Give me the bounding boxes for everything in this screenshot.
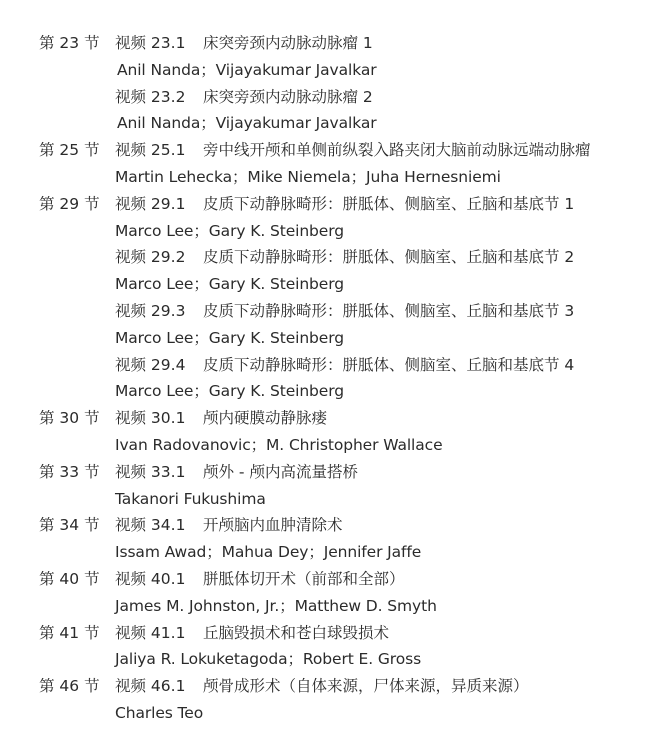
video-number: 视频 34.1 (115, 516, 186, 535)
list-item (0, 244, 661, 271)
section-label: 第 30 节 (39, 409, 100, 428)
author-line (0, 700, 661, 727)
authors: Issam Awad；Mahua Dey；Jennifer Jaffe (115, 543, 422, 562)
section-label: 第 25 节 (39, 141, 100, 160)
list-item (0, 30, 661, 57)
authors: Ivan Radovanovic；M. Christopher Wallace (115, 435, 443, 454)
list-item (0, 352, 661, 379)
section-label: 第 34 节 (39, 516, 100, 535)
list-item (0, 620, 661, 647)
author-line (0, 110, 661, 137)
list-item (0, 512, 661, 539)
section-label: 第 41 节 (39, 623, 100, 642)
video-number: 视频 29.1 (115, 194, 186, 213)
section-label: 第 23 节 (39, 34, 100, 52)
author-line (0, 646, 661, 673)
author-line (0, 218, 661, 245)
list-item (0, 673, 661, 700)
author-line (0, 486, 661, 513)
video-number: 视频 29.3 (115, 301, 186, 320)
authors: Marco Lee；Gary K. Steinberg (115, 221, 344, 240)
author-line (0, 539, 661, 566)
authors: Anil Nanda；Vijayakumar Javalkar (117, 114, 377, 133)
author-line (0, 271, 661, 298)
authors: Jaliya R. Lokuketagoda；Robert E. Gross (115, 650, 422, 669)
author-line (0, 432, 661, 459)
authors: Takanori Fukushima (115, 489, 266, 508)
video-title: 旁中线开颅和单侧前纵裂入路夹闭大脑前动脉远端动脉瘤 (203, 141, 591, 160)
author-line (0, 593, 661, 620)
author-line (0, 378, 661, 405)
author-line (0, 325, 661, 352)
video-number: 视频 46.1 (115, 677, 186, 696)
video-number: 视频 23.2 (115, 87, 186, 106)
video-title: 开颅脑内血肿清除术 (203, 516, 343, 535)
section-label: 第 29 节 (39, 194, 100, 213)
authors: Marco Lee；Gary K. Steinberg (115, 382, 344, 401)
video-number: 视频 25.1 (115, 141, 186, 160)
list-item (0, 459, 661, 486)
section-label: 第 46 节 (39, 677, 100, 696)
section-label: 第 40 节 (39, 569, 100, 588)
video-number: 视频 30.1 (115, 409, 186, 428)
video-title: 床突旁颈内动脉动脉瘤 2 (203, 87, 373, 106)
author-line (0, 57, 661, 84)
list-item (0, 137, 661, 164)
author-line (0, 164, 661, 191)
video-number: 视频 41.1 (115, 623, 186, 642)
authors: Martin Lehecka；Mike Niemela；Juha Hernesniemi (115, 167, 501, 186)
authors: Marco Lee；Gary K. Steinberg (115, 275, 344, 294)
video-list (0, 30, 661, 727)
video-number: 视频 29.4 (115, 355, 186, 374)
video-number: 视频 40.1 (115, 569, 186, 588)
list-item (0, 298, 661, 325)
list-item (0, 84, 661, 111)
list-item (0, 405, 661, 432)
video-title: 颅骨成形术（自体来源，尸体来源，异质来源） (203, 677, 529, 696)
authors: James M. Johnston, Jr.；Matthew D. Smyth (115, 596, 437, 615)
video-title: 皮质下动静脉畸形：胼胝体、侧脑室、丘脑和基底节 2 (203, 248, 575, 267)
video-number: 视频 33.1 (115, 462, 186, 481)
authors: Anil Nanda；Vijayakumar Javalkar (117, 60, 377, 79)
video-title: 皮质下动静脉畸形：胼胝体、侧脑室、丘脑和基底节 4 (203, 355, 575, 374)
authors: Marco Lee；Gary K. Steinberg (115, 328, 344, 347)
video-number: 视频 29.2 (115, 248, 186, 267)
section-label: 第 33 节 (39, 462, 100, 481)
video-title: 颅内硬膜动静脉瘘 (203, 409, 328, 428)
video-title: 颅外 - 颅内高流量搭桥 (203, 462, 358, 481)
video-title: 床突旁颈内动脉动脉瘤 1 (203, 34, 373, 52)
video-title: 胼胝体切开术（前部和全部） (203, 569, 405, 588)
video-title: 丘脑毁损术和苍白球毁损术 (203, 623, 390, 642)
video-title: 皮质下动静脉畸形：胼胝体、侧脑室、丘脑和基底节 1 (203, 194, 575, 213)
list-item (0, 566, 661, 593)
authors: Charles Teo (115, 703, 204, 722)
video-number: 视频 23.1 (115, 34, 186, 52)
video-title: 皮质下动静脉畸形：胼胝体、侧脑室、丘脑和基底节 3 (203, 301, 575, 320)
list-item (0, 191, 661, 218)
